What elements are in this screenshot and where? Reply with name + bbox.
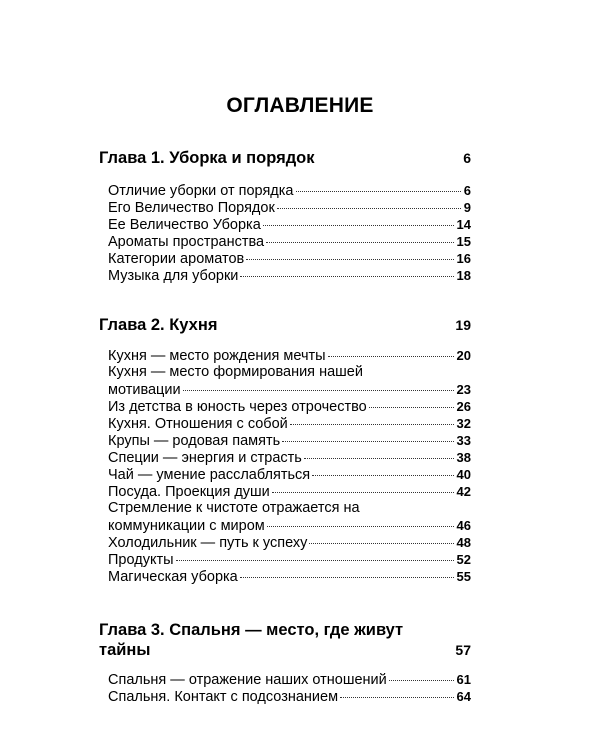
entry-title: Кухня. Отношения с собой xyxy=(108,416,288,432)
toc-entry[interactable] xyxy=(108,483,471,501)
entry-title: Кухня — место рождения мечты xyxy=(108,348,326,364)
entry-page: 32 xyxy=(456,416,471,431)
entry-title: Магическая уборка xyxy=(108,569,238,585)
toc-entry[interactable] xyxy=(108,432,471,450)
entry-page: 33 xyxy=(456,433,471,448)
entry-page: 61 xyxy=(456,672,471,687)
entry-title: Отличие уборки от порядка xyxy=(108,183,294,199)
entry-title: Посуда. Проекция души xyxy=(108,484,270,500)
entry-page: 38 xyxy=(456,450,471,465)
entry-title: Спальня. Контакт с подсознанием xyxy=(108,689,339,705)
toc-entry[interactable] xyxy=(108,534,471,552)
entry-title: Из детства в юность через отрочество xyxy=(108,399,367,415)
toc-entry[interactable] xyxy=(108,216,471,234)
dot-leader xyxy=(309,543,453,544)
dot-leader xyxy=(328,356,454,357)
dot-leader xyxy=(266,242,453,243)
entry-title: Спальня — отражение наших отношений xyxy=(108,672,387,688)
entry-page: 9 xyxy=(463,200,471,215)
entry-page: 26 xyxy=(456,399,471,414)
toc-entry[interactable] xyxy=(108,398,471,416)
chapter-title: Глава 3. Спальня — место, где живут xyxy=(99,621,404,639)
dot-leader xyxy=(304,458,454,459)
entry-page: 6 xyxy=(463,183,471,198)
entry-page: 46 xyxy=(456,518,471,533)
entry-page: 42 xyxy=(456,484,471,499)
entry-page: 48 xyxy=(456,535,471,550)
dot-leader xyxy=(272,492,454,493)
entry-page: 23 xyxy=(456,382,471,397)
dot-leader xyxy=(277,208,461,209)
chapter-3-heading[interactable] xyxy=(99,620,471,660)
toc-entry[interactable] xyxy=(108,347,471,365)
dot-leader xyxy=(369,407,454,408)
toc-entry[interactable] xyxy=(108,364,471,399)
toc-entry[interactable] xyxy=(108,688,471,706)
dot-leader xyxy=(340,697,453,698)
entry-title: Чай — умение расслабляться xyxy=(108,467,311,483)
entry-title-continued: коммуникации с миром xyxy=(108,518,265,534)
toc-entry[interactable] xyxy=(108,267,471,285)
entry-title: Музыка для уборки xyxy=(108,268,239,284)
dot-leader xyxy=(246,259,453,260)
toc-entry[interactable] xyxy=(108,551,471,569)
entry-title: Продукты xyxy=(108,552,174,568)
entry-title: Специи — энергия и страсть xyxy=(108,450,302,466)
chapter-page: 57 xyxy=(455,642,471,658)
chapter-1-heading[interactable] xyxy=(99,148,471,168)
entry-page: 20 xyxy=(456,348,471,363)
chapter-page: 6 xyxy=(463,150,471,166)
entry-title: Ее Величество Уборка xyxy=(108,217,261,233)
entry-title: Категории ароматов xyxy=(108,251,245,267)
entry-title: Крупы — родовая память xyxy=(108,433,281,449)
dot-leader xyxy=(267,526,454,527)
entry-page: 14 xyxy=(456,217,471,232)
chapter-title-continued: тайны xyxy=(99,641,151,659)
entry-page: 16 xyxy=(456,251,471,266)
entry-page: 52 xyxy=(456,552,471,567)
toc-entry[interactable] xyxy=(108,199,471,217)
toc-entry[interactable] xyxy=(108,671,471,689)
dot-leader xyxy=(240,276,453,277)
entry-page: 55 xyxy=(456,569,471,584)
toc-entry[interactable] xyxy=(108,250,471,268)
toc-entry[interactable] xyxy=(108,233,471,251)
toc-entry[interactable] xyxy=(108,568,471,586)
dot-leader xyxy=(282,441,453,442)
entry-page: 18 xyxy=(456,268,471,283)
dot-leader xyxy=(296,191,461,192)
dot-leader xyxy=(240,577,454,578)
toc-title: ОГЛАВЛЕНИЕ xyxy=(226,94,374,117)
chapter-title: Глава 1. Уборка и порядок xyxy=(99,149,315,167)
chapter-title: Глава 2. Кухня xyxy=(99,316,218,334)
entry-title: Его Величество Порядок xyxy=(108,200,275,216)
entry-page: 40 xyxy=(456,467,471,482)
dot-leader xyxy=(176,560,454,561)
dot-leader xyxy=(263,225,454,226)
dot-leader xyxy=(312,475,453,476)
entry-title: Ароматы пространства xyxy=(108,234,265,250)
dot-leader xyxy=(183,390,454,391)
toc-entry[interactable] xyxy=(108,449,471,467)
entry-title: Холодильник — путь к успеху xyxy=(108,535,308,551)
toc-entry[interactable] xyxy=(108,466,471,484)
entry-title-continued: мотивации xyxy=(108,382,181,398)
toc-entry[interactable] xyxy=(108,500,471,535)
entry-title: Кухня — место формирования нашей xyxy=(108,364,363,380)
entry-page: 15 xyxy=(456,234,471,249)
dot-leader xyxy=(290,424,454,425)
dot-leader xyxy=(389,680,454,681)
toc-entry[interactable] xyxy=(108,415,471,433)
chapter-2-heading[interactable] xyxy=(99,315,471,335)
entry-title: Стремление к чистоте отражается на xyxy=(108,500,360,516)
chapter-page: 19 xyxy=(455,317,471,333)
entry-page: 64 xyxy=(456,689,471,704)
toc-entry[interactable] xyxy=(108,182,471,200)
